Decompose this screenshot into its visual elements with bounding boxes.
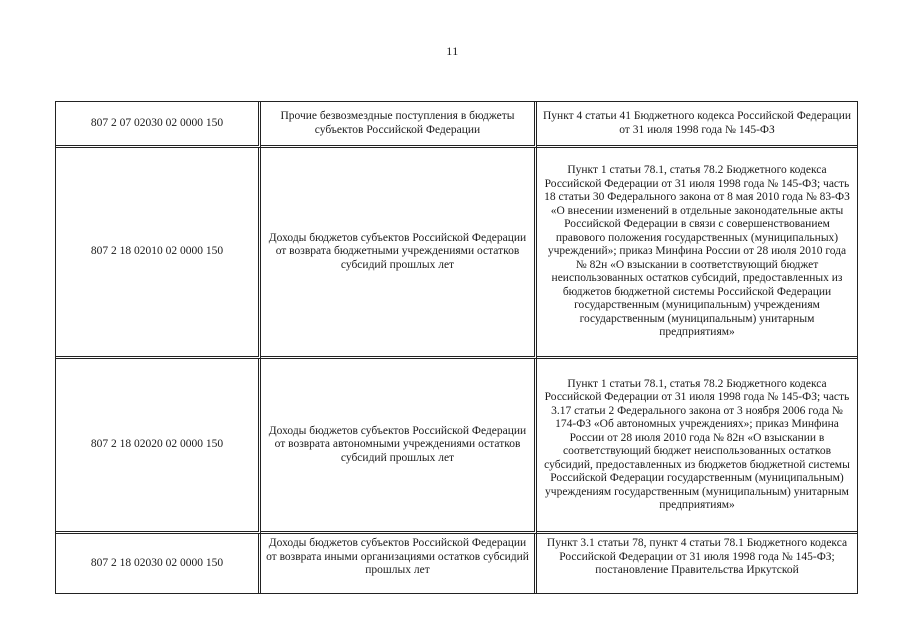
revenue-code-cell <box>56 359 261 534</box>
legal-basis: Пункт 4 статьи 41 Бюджетного кодекса Российской Федерации от 31 июля 1998 года № 145-ФЗ <box>542 110 852 136</box>
table-row <box>56 359 857 534</box>
revenue-name: Доходы бюджетов субъектов Российской Федерации от возврата бюджетными учреждениями остатков субсидий прошлых лет <box>268 231 527 271</box>
revenue-name-cell <box>261 534 537 593</box>
revenue-codes-table <box>55 101 858 594</box>
legal-basis: Пункт 1 статьи 78.1, статья 78.2 Бюджетного кодекса Российской Федерации от 31 июля 1998 года № 145-ФЗ; часть 3.17 статьи 2 Федерального закона от 3 ноября 2006 года № 174-ФЗ «Об автономных учреждениях»; приказ Минфина России от 28 июля 2010 года № 82н «О взыскании в соответствующий бюджет неиспользованных остатков субсидий, предоставленных из бюджетов бюджетной системы Российской Федерации государственным (муниципальным) учреждениям государственным (муниципальным) унитарным предприятиям» <box>544 377 850 511</box>
revenue-name: Доходы бюджетов субъектов Российской Федерации от возврата иными организациями остатков субсидий прошлых лет <box>266 537 529 576</box>
legal-basis-cell <box>537 148 857 359</box>
revenue-name: Доходы бюджетов субъектов Российской Федерации от возврата автономными учреждениями остатков субсидий прошлых лет <box>268 424 527 464</box>
table-row <box>56 102 857 148</box>
revenue-code: 807 2 07 02030 02 0000 150 <box>90 116 224 129</box>
revenue-code-cell <box>56 148 261 359</box>
revenue-name-cell <box>261 359 537 534</box>
revenue-code-cell <box>56 534 261 593</box>
revenue-code: 807 2 18 02010 02 0000 150 <box>90 245 224 258</box>
page-number: 11 <box>446 44 459 58</box>
revenue-code: 807 2 18 02030 02 0000 150 <box>90 556 224 569</box>
revenue-code-cell <box>56 102 261 148</box>
legal-basis: Пункт 3.1 статьи 78, пункт 4 статьи 78.1 Бюджетного кодекса Российской Федерации от 31 июля 1998 года № 145-ФЗ; постановление Правительства Иркутской <box>546 537 848 576</box>
legal-basis: Пункт 1 статьи 78.1, статья 78.2 Бюджетного кодекса Российской Федерации от 31 июля 1998 года № 145-ФЗ; часть 18 статьи 30 Федерального закона от 8 мая 2010 года № 83-ФЗ «О внесении изменений в отдельные законодательные акты Российской Федерации в связи с совершенствованием правового положения государственных (муниципальных) учреждений»; приказ Минфина России от 28 июля 2010 года № 82н «О взыскании в соответствующий бюджет неиспользованных остатков субсидий, предоставленных из бюджетов бюджетной системы Российской Федерации государственным (муниципальным) учреждениям государственным (муниципальным) унитарным предприятиям» <box>544 164 850 339</box>
revenue-name-cell <box>261 102 537 148</box>
legal-basis-cell <box>537 102 857 148</box>
table-row <box>56 534 857 593</box>
legal-basis-cell <box>537 534 857 593</box>
table-row <box>56 148 857 359</box>
revenue-name-cell <box>261 148 537 359</box>
revenue-name: Прочие безвозмездные поступления в бюджеты субъектов Российской Федерации <box>280 110 515 136</box>
legal-basis-cell <box>537 359 857 534</box>
revenue-code: 807 2 18 02020 02 0000 150 <box>90 438 224 451</box>
